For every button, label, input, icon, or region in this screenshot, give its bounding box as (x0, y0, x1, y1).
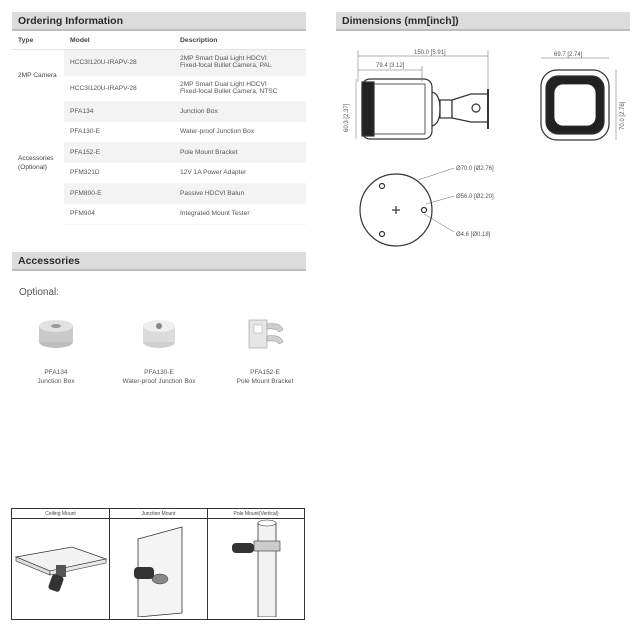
accessory-name: Junction Box (37, 378, 75, 385)
model-cell: PFM800-E (64, 183, 174, 204)
accessory-code: PFA152-E (250, 369, 280, 376)
col-header-type: Type (12, 33, 64, 49)
table-row (12, 101, 306, 122)
camera-front-view (541, 70, 609, 140)
description-cell: Integrated Mount Tester (174, 204, 306, 225)
col-header-description: Description (174, 33, 306, 49)
description-cell: Passive HDCVI Balun (174, 183, 306, 204)
accessory-name: Pole Mount Bracket (236, 378, 294, 385)
junction-mount-panel (110, 509, 208, 619)
ceiling-mount-label: Ceiling Mount (12, 509, 109, 519)
model-cell: HCC3I120U-IRAPV-28 (64, 49, 174, 75)
base-plate-view (360, 174, 432, 246)
front-label: 79.4 [3.12] (376, 63, 405, 69)
accessory-item (104, 368, 214, 386)
junction-mount-label: Junction Mount (110, 509, 207, 519)
description-cell: Junction Box (174, 101, 306, 122)
model-cell: PFM904 (64, 204, 174, 225)
ordering-section-title: Ordering Information (12, 12, 306, 31)
ceiling-mount-illustration (12, 519, 108, 617)
description-cell: 2MP Smart Dual Light HDCVI Fixed-focal Bullet Camera, NTSC (174, 75, 306, 101)
width-label: 69.7 [2.74] (554, 52, 583, 58)
height-label: 60.3 [2.37] (344, 103, 350, 132)
side-height-label: 70.0 [2.76] (620, 101, 626, 130)
pole-mount-bracket-image (245, 316, 287, 352)
junction-box-image (37, 318, 75, 350)
model-cell: PFM321D (64, 163, 174, 184)
description-cell: Pole Mount Bracket (174, 142, 306, 163)
description-cell: 2MP Smart Dual Light HDCVI Fixed-focal Bullet Camera, PAL (174, 49, 306, 75)
description-cell: 12V 1A Power Adapter (174, 163, 306, 184)
type-cell: Accessories (Optional) (12, 101, 64, 224)
type-cell: 2MP Camera (12, 49, 64, 101)
junction-mount-illustration (110, 519, 206, 617)
ordering-table (12, 33, 306, 225)
model-cell: HCC3I120U-IRAPV-28 (64, 75, 174, 101)
accessory-item (210, 368, 320, 386)
waterproof-junction-box-image (141, 318, 177, 350)
diameter-4-6-label: Ø4.6 [Ø0.18] (456, 232, 491, 238)
length-label: 150.0 [5.91] (414, 50, 446, 56)
ceiling-mount-panel (12, 509, 110, 619)
optional-label: Optional: (19, 287, 60, 298)
accessories-section-title: Accessories (12, 252, 306, 271)
model-cell: PFA134 (64, 101, 174, 122)
camera-side-view (362, 79, 488, 139)
col-header-model: Model (64, 33, 174, 49)
accessory-code: PFA134 (44, 369, 68, 376)
pole-mount-label: Pole Mount(Vertical) (208, 509, 304, 519)
model-cell: PFA130-E (64, 122, 174, 143)
dimension-drawing (336, 34, 636, 254)
accessory-name: Water-proof Junction Box (122, 378, 196, 385)
table-row (12, 49, 306, 75)
model-cell: PFA152-E (64, 142, 174, 163)
description-cell: Water-proof Junction Box (174, 122, 306, 143)
diameter-56-label: Ø56.0 [Ø2.20] (456, 194, 494, 200)
dimensions-section-title: Dimensions (mm[inch]) (336, 12, 630, 31)
pole-mount-illustration (208, 519, 304, 617)
pole-mount-panel (208, 509, 304, 619)
accessory-code: PFA130-E (144, 369, 174, 376)
mount-options-panel (11, 508, 305, 620)
diameter-70-label: Ø70.0 [Ø2.76] (456, 166, 494, 172)
accessory-item (1, 368, 111, 386)
